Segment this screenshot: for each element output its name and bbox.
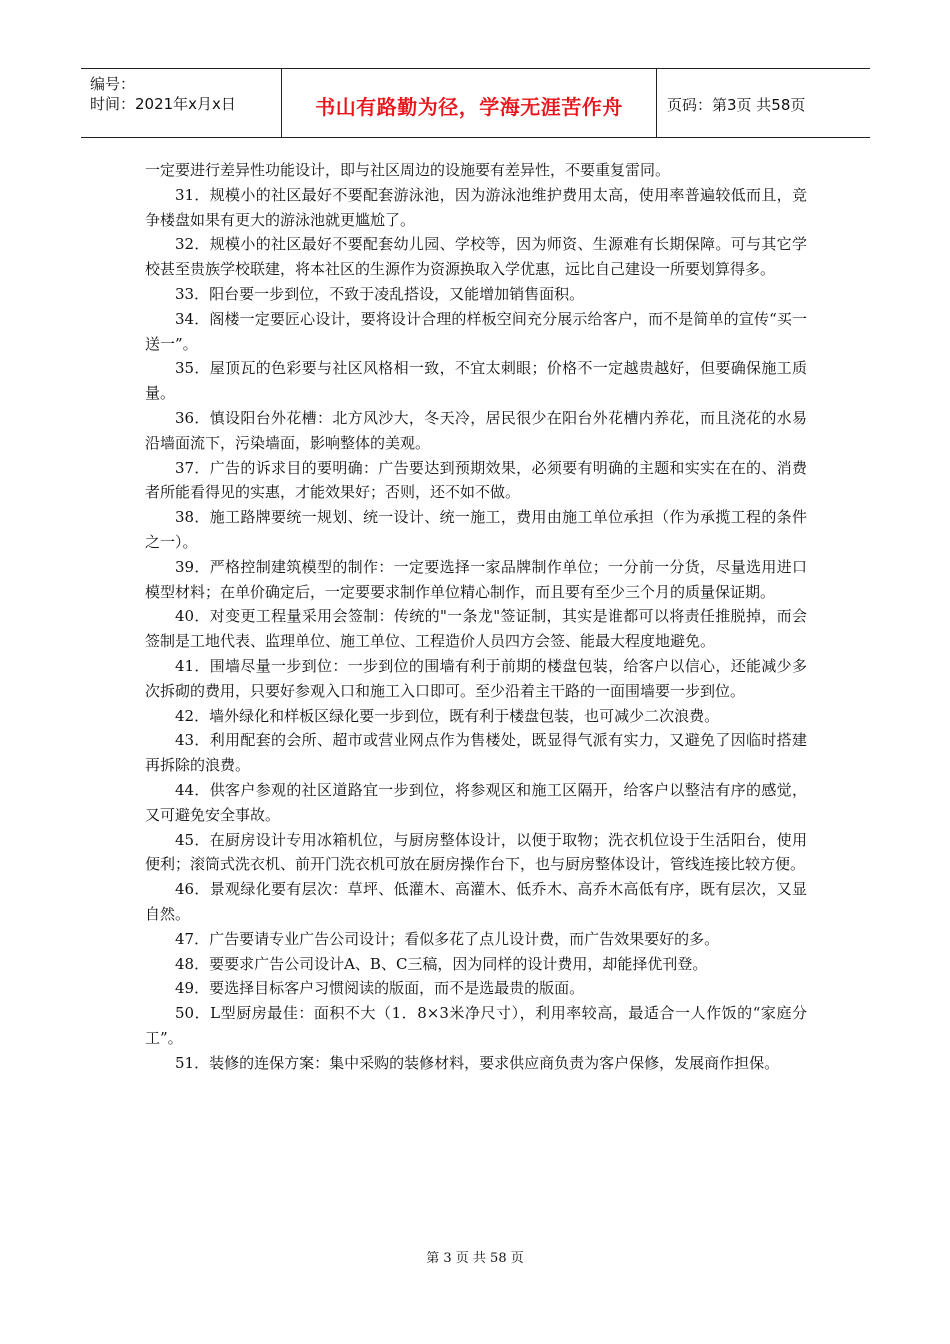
- paragraph: 32．规模小的社区最好不要配套幼儿园、学校等，因为师资、生源难有长期保障。可与其它学校甚至贵族学校联建，将本社区的生源作为资源换取入学优惠，远比自己建设一所要划算得多。: [145, 235, 807, 279]
- paragraph: 33．阳台要一步到位，不致于凌乱搭设，又能增加销售面积。: [175, 284, 585, 303]
- paragraph: 38．施工路牌要统一规划、统一设计、统一施工，费用由施工单位承担（作为承揽工程的条件之一）。: [145, 508, 807, 551]
- paragraph: 41．围墙尽量一步到位：一步到位的围墙有利于前期的楼盘包装，给客户以信心，还能减少多次拆砌的费用，只要好参观入口和施工入口即可。至少沿着主干路的一面围墙要一步到位。: [145, 656, 807, 700]
- header-meta-cell: [81, 69, 282, 137]
- paragraph: 49．要选择目标客户习惯阅读的版面，而不是选最贵的版面。: [175, 979, 585, 998]
- paragraph: 37．广告的诉求目的要明确：广告要达到预期效果，必须要有明确的主题和实实在在的、消费者所能看得见的实惠，才能效果好；否则，还不如不做。: [145, 458, 807, 502]
- paragraph: 31．规模小的社区最好不要配套游泳池，因为游泳池维护费用太高，使用率普遍较低而且，竞争楼盘如果有更大的游泳池就更尴尬了。: [145, 185, 807, 229]
- header-page-info: 页码：第3页 共58页: [667, 96, 806, 114]
- header-motto: 书山有路勤为径，学海无涯苦作舟: [315, 95, 623, 119]
- header-page-cell: [657, 69, 870, 137]
- paragraph: 47．广告要请专业广告公司设计；看似多花了点儿设计费，而广告效果要好的多。: [175, 929, 720, 948]
- paragraph: 44．供客户参观的社区道路宜一步到位，将参观区和施工区隔开，给客户以整洁有序的感觉，又可避免安全事故。: [145, 780, 807, 824]
- paragraph: 43．利用配套的会所、超市或营业网点作为售楼处，既显得气派有实力，又避免了因临时搭建再拆除的浪费。: [145, 731, 807, 775]
- paragraph: 40．对变更工程量采用会签制：传统的"一条龙"签证制，其实是谁都可以将责任推脱掉，而会签制是工地代表、监理单位、施工单位、工程造价人员四方会签、能最大程度地避免。: [145, 607, 807, 651]
- paragraph: 34．阁楼一定要匠心设计，要将设计合理的样板空间充分展示给客户，而不是简单的宣传“买一送一”。: [145, 309, 807, 353]
- document-body: [145, 158, 807, 1075]
- paragraph: 51．装修的连保方案：集中采购的装修材料，要求供应商负责为客户保修，发展商作担保。: [175, 1053, 780, 1072]
- paragraph: 48．要要求广告公司设计A、B、C三稿，因为同样的设计费用，却能择优刊登。: [175, 954, 708, 973]
- document-number-label: 编号：: [90, 75, 136, 93]
- document-time-label: 时间：2021年x月x日: [90, 95, 236, 113]
- document-header: [81, 68, 870, 138]
- paragraph: 50．L型厨房最佳：面积不大（1．8×3米净尺寸），利用率较高，最适合一人作饭的“家庭分工”。: [145, 1004, 807, 1047]
- paragraph: 42．墙外绿化和样板区绿化要一步到位，既有利于楼盘包装，也可减少二次浪费。: [175, 706, 720, 725]
- paragraph: 39．严格控制建筑模型的制作：一定要选择一家品牌制作单位；一分前一分货，尽量选用进口模型材料；在单价确定后，一定要要求制作单位精心制作，而且要有至少三个月的质量保证期。: [145, 557, 807, 601]
- page-footer: 第 3 页 共 58 页: [426, 1251, 524, 1266]
- header-motto-cell: [282, 69, 657, 137]
- paragraph: 一定要进行差异性功能设计，即与社区周边的设施要有差异性，不要重复雷同。: [145, 161, 671, 179]
- paragraph: 35．屋顶瓦的色彩要与社区风格相一致，不宜太刺眼；价格不一定越贵越好，但要确保施工质量。: [145, 359, 807, 403]
- paragraph: 46．景观绿化要有层次：草坪、低灌木、高灌木、低乔木、高乔木高低有序，既有层次，又显自然。: [145, 880, 807, 923]
- paragraph: 36．慎设阳台外花槽：北方风沙大，冬天冷，居民很少在阳台外花槽内养花，而且浇花的水易沿墙面流下，污染墙面，影响整体的美观。: [145, 408, 807, 452]
- paragraph: 45．在厨房设计专用冰箱机位，与厨房整体设计，以便于取物；洗衣机位设于生活阳台，使用便利；滚筒式洗衣机、前开门洗衣机可放在厨房操作台下，也与厨房整体设计，管线连接比较方便。: [145, 830, 807, 874]
